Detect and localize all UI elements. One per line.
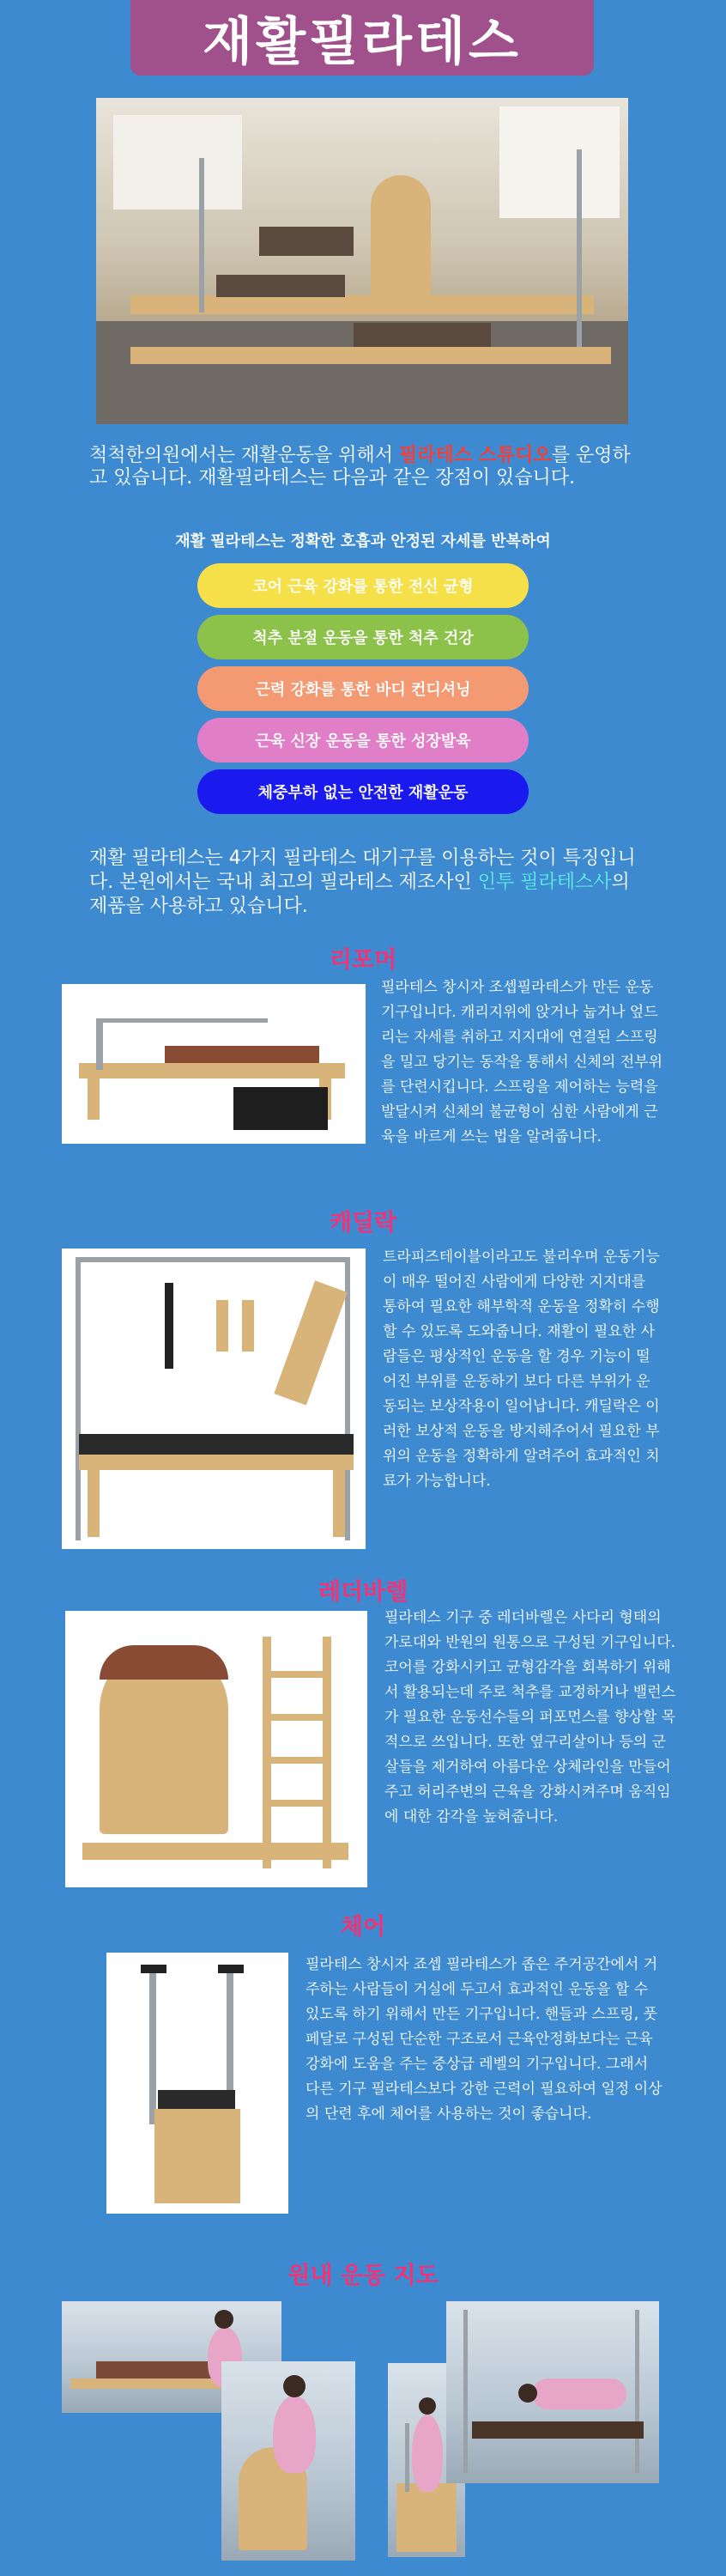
equipment-intro-highlight: 인투 필라테스사 xyxy=(477,872,612,893)
section-title-ladder-barrel: 레더바렐 xyxy=(318,1579,408,1606)
intro-highlight: 필라테스 스튜디오 xyxy=(399,445,552,466)
studio-photo xyxy=(96,98,628,424)
chair-image xyxy=(106,1953,288,2214)
lesson-photo-4 xyxy=(446,2301,659,2483)
benefits-heading: 재활 필라테스는 정확한 호흡과 안정된 자세를 반복하여 xyxy=(175,532,551,550)
benefit-label: 근력 강화를 통한 바디 컨디셔닝 xyxy=(255,681,471,699)
benefit-label: 척추 분절 운동을 통한 척추 건강 xyxy=(252,629,474,647)
reformer-image xyxy=(62,984,366,1144)
benefit-pill xyxy=(197,666,529,711)
cadillac-image xyxy=(62,1249,366,1549)
equipment-intro-part: 재활 필라테스는 4가지 필라테스 대기구를 이용하는 것이 특징입니다. 본원에서는 국내 최고의 필라테스 제조사인 xyxy=(89,848,636,893)
ladder-barrel-image xyxy=(65,1611,367,1887)
section-title-reformer: 리포머 xyxy=(329,947,397,974)
section-desc-chair: 필라테스 창시자 죠셉 필라테스가 좁은 주거공간에서 거주하는 사람들이 거실에 두고서 효과적인 운동을 할 수 있도록 하기 위해서 만든 기구입니다. 핸들과 스프링, 풋페달로 구성된 단순한 구조로서 근육안정화보다는 근육강화에 도움을 주는 중상급 레벨의 기구입니다. 그래서 다른 기구 필라테스보다 강한 근력이 필요하여 일정 이상의 단련 후에 체어를 사용하는 것이 좋습니다. xyxy=(306,1956,662,2123)
benefit-pill xyxy=(197,563,529,608)
benefit-label: 코어 근육 강화를 통한 전신 균형 xyxy=(252,578,474,596)
page-title-banner xyxy=(130,0,594,76)
section-title-chair: 체어 xyxy=(340,1914,386,1941)
page-title: 재활필라테스 xyxy=(203,12,522,72)
section-desc-ladder-barrel: 필라테스 기구 중 레더바렐은 사다리 형태의 가로대와 반원의 원통으로 구성된 기구입니다. 코어를 강화시키고 균형감각을 회복하기 위해서 활용되는데 주로 척추를 교정하거나 밸런스가 필요한 운동선수들의 퍼포먼스를 향상할 목적으로 쓰입니다. 또한 옆구리살이나 등의 군살들을 제거하여 아름다운 상체라인을 만들어주고 허리주변의 근육을 강화시켜주며 움직임에 대한 감각을 높혀줍니다. xyxy=(384,1609,676,1826)
benefit-pill xyxy=(197,718,529,762)
guidance-title: 원내 운동 지도 xyxy=(287,2263,439,2289)
intro-text xyxy=(89,445,647,489)
equipment-intro-part: 의 제품을 사용하고 있습니다. xyxy=(89,872,630,917)
section-desc-cadillac: 트라피즈테이블이라고도 불리우며 운동기능이 매우 떨어진 사람에게 다양한 지지대를 통하여 필요한 해부학적 운동을 정확히 수행할 수 있도록 도와줍니다. 재활이 필요한 사람들은 평상적인 운동을 할 경우 기능이 떨어진 부위를 운동하기 보다 다른 부위가 운동되는 보상작용이 일어납니다. 캐딜락은 이러한 보상적 운동을 방지해주어서 필요한 부위의 운동을 정확하게 알려주어 효과적인 치료가 가능합니다. xyxy=(383,1249,660,1490)
benefit-label: 근육 신장 운동을 통한 성장발육 xyxy=(255,732,471,750)
section-title-cadillac: 캐딜락 xyxy=(329,1210,397,1236)
lesson-photo-2 xyxy=(221,2361,355,2561)
benefit-pill xyxy=(197,769,529,814)
equipment-intro-text xyxy=(89,847,647,919)
intro-text-part: 를 운영하고 있습니다. 재활필라테스는 다음과 같은 장점이 있습니다. xyxy=(89,445,631,489)
intro-text-part: 척척한의원에서는 재활운동을 위해서 xyxy=(89,445,400,466)
section-desc-reformer: 필라테스 창시자 조셉필라테스가 만든 운동기구입니다. 캐리지위에 앉거나 눕거나 엎드리는 자세를 취하고 지지대에 연결된 스프링을 밀고 당기는 동작을 통해서 신체의 전부위를 단련시킵니다. 스프링을 제어하는 능력을 발달시켜 신체의 불균형이 심한 사람에게 근육을 바르게 쓰는 법을 알려줍니다. xyxy=(381,979,663,1145)
benefit-pill xyxy=(197,615,529,659)
benefit-label: 체중부하 없는 안전한 재활운동 xyxy=(257,784,469,802)
